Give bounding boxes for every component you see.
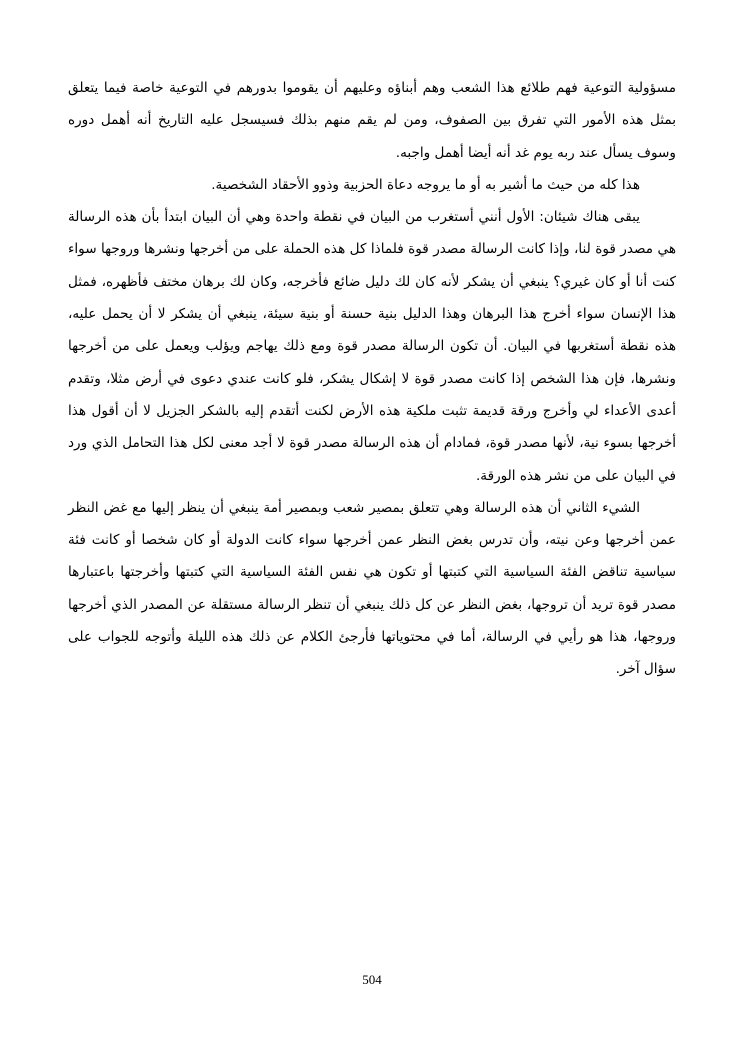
page-number: 504 [362,972,382,987]
paragraph-3: يبقى هناك شيئان: الأول أنني أستغرب من البيان في نقطة واحدة وهي أن البيان ابتدأ بأن هذه الرسالة هي مصدر قوة لنا، وإذا كانت الرسالة مصدر قوة فلماذا كل هذه الحملة على من أخرجها ونشرها وروجها سواء كنت أنا أو كان غيري؟ ينبغي أن يشكر لأنه كان لك دليل ضائع فأخرجه، وكان لك برهان مختف فأظهره، فمثل هذا الإنسان سواء أخرج هذا البرهان وهذا الدليل بنية حسنة أو بنية سيئة، ينبغي أن يشكر لا أن يحمل عليه، هذه نقطة أستغربها في البيان. أن تكون الرسالة مصدر قوة ومع ذلك يهاجم ويؤلب ويعمل على من أخرجها ونشرها، فإن هذا الشخص إذا كانت مصدر قوة لا إشكال يشكر، فلو كانت عندي دعوى في أرض مثلا، وتقدم أعدى الأعداء لي وأخرج ورقة قديمة تثبت ملكية هذه الأرض لكنت أتقدم إليه بالشكر الجزيل لا أن أقول هذا أخرجها بسوء نية، لأنها مصدر قوة، فمادام أن هذه الرسالة مصدر قوة لا أجد معنى لكل هذا التحامل الذي ورد في البيان على من نشر هذه الورقة. [68,209,676,484]
body-text [68,72,676,686]
paragraph-4: الشيء الثاني أن هذه الرسالة وهي تتعلق بمصير شعب وبمصير أمة ينبغي أن ينظر إليها مع غض النظر عمن أخرجها وعن نيته، وأن تدرس بغض النظر عمن أخرجها سواء كانت الدولة أو كان شخصا أو كانت فئة سياسية تناقض الفئة السياسية التي كتبتها أو تكون هي نفس الفئة السياسية التي كتبتها وأخرجتها باعتبارها مصدر قوة تريد أن تروجها، بغض النظر عن كل ذلك ينبغي أن تنظر الرسالة مستقلة عن المصدر الذي أخرجها وروجها، هذا هو رأيي في الرسالة، أما في محتوياتها فأرجئ الكلام عن ذلك هذه الليلة وأتوجه للجواب على سؤال آخر. [68,499,676,678]
paragraph-1: مسؤولية التوعية فهم طلائع هذا الشعب وهم أبناؤه وعليهم أن يقوموا بدورهم في التوعية خاصة فيما يتعلق بمثل هذه الأمور التي تفرق بين الصفوف، ومن لم يقم منهم بذلك فسيسجل عليه التاريخ أنه أهمل دوره وسوف يسأل عند ربه يوم غد أنه أيضا أهمل واجبه. [68,80,676,161]
paragraph-2: هذا كله من حيث ما أشير به أو ما يروجه دعاة الحزبية وذوو الأحقاد الشخصية. [211,176,640,193]
